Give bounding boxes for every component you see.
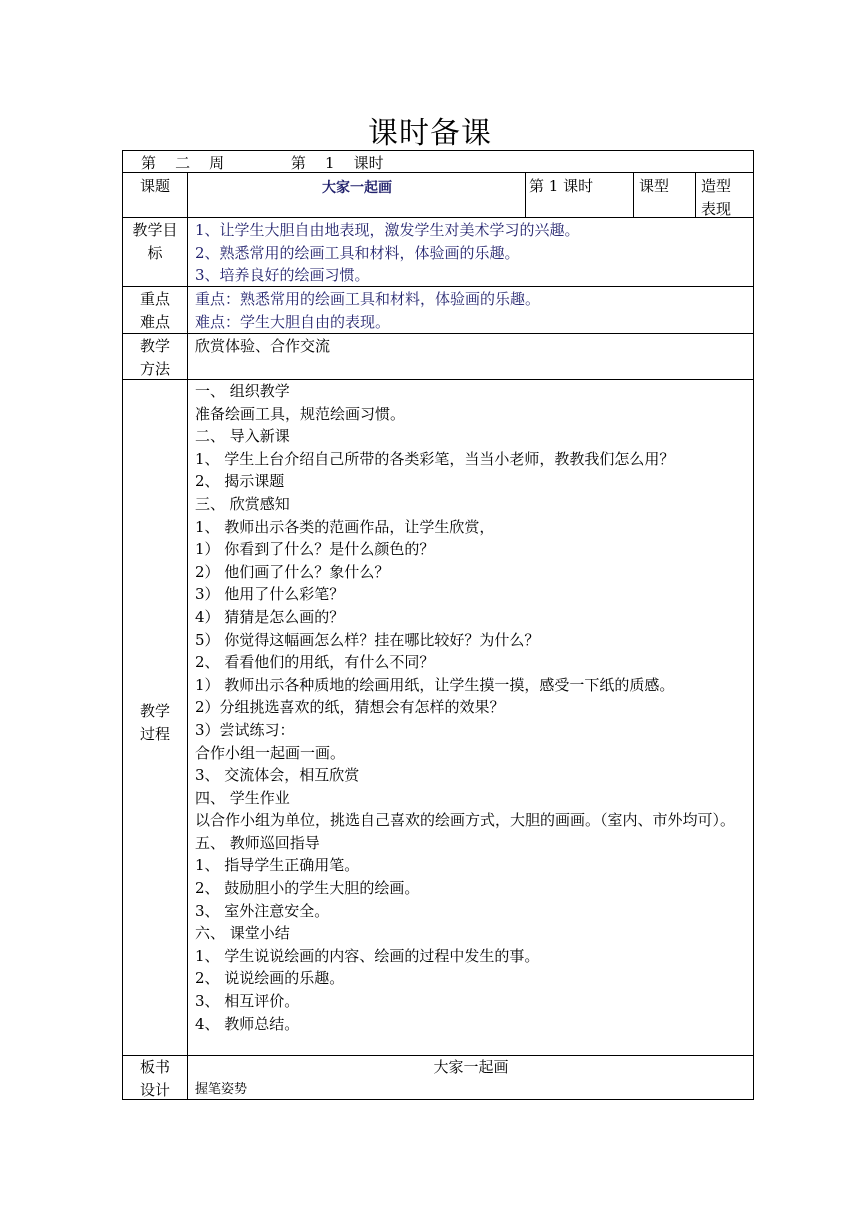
goals-content [195, 219, 745, 287]
process-line: 3、 室外注意安全。 [195, 901, 330, 920]
type-value: 造型表现 [701, 177, 732, 218]
methods-content: 欣赏体验、合作交流 [195, 337, 331, 355]
period-value: 第 1 课时 [529, 177, 594, 195]
process-line: 2） 他们画了什么？象什么？ [195, 562, 390, 581]
process-line: 1、 学生说说绘画的内容、绘画的过程中发生的事。 [195, 946, 540, 965]
process-line: 合作小组一起画一画。 [195, 743, 346, 762]
process-line: 六、 课堂小结 [195, 924, 290, 943]
process-line: 1、 教师出示各类的范画作品，让学生欣赏， [195, 517, 495, 536]
process-line: 二、 导入新课 [195, 427, 290, 446]
process-line: 1、 指导学生正确用笔。 [195, 856, 360, 875]
key-point-line: 重点：熟悉常用的绘画工具和材料，体验画的乐趣。 [195, 290, 541, 308]
process-line: 2、 鼓励胆小的学生大胆的绘画。 [195, 879, 420, 898]
board-note: 握笔姿势 [195, 1082, 248, 1097]
topic-label: 课题 [139, 177, 170, 195]
goals-row [123, 218, 753, 287]
goal-line-2: 2、熟悉常用的绘画工具和材料，体验画的乐趣。 [195, 243, 520, 262]
process-line: 1、 学生上台介绍自己所带的各类彩笔，当当小老师，教教我们怎么用？ [195, 449, 675, 468]
methods-row [123, 334, 753, 380]
process-line: 一、 组织教学 [195, 382, 290, 400]
board-label: 板书设计 [139, 1058, 170, 1099]
week-row [123, 151, 753, 173]
key-points-row [123, 287, 753, 334]
difficulty-line: 难点：学生大胆自由的表现。 [195, 312, 391, 331]
topic-value: 大家一起画 [322, 180, 392, 196]
lesson-plan-table [122, 150, 754, 1100]
process-label: 教学过程 [139, 702, 170, 743]
process-line: 1） 教师出示各种质地的绘画用纸，让学生摸一摸，感受一下纸的质感。 [195, 675, 675, 694]
process-line: 2、 说说绘画的乐趣。 [195, 969, 345, 988]
type-label: 课型 [639, 177, 670, 195]
key-points-content [195, 288, 745, 333]
process-line: 3、 相互评价。 [195, 992, 300, 1011]
process-line: 四、 学生作业 [195, 788, 290, 807]
board-title: 大家一起画 [433, 1058, 509, 1076]
process-line: 5） 你觉得这幅画怎么样？挂在哪比较好？为什么？ [195, 630, 540, 649]
process-line: 2、 揭示课题 [195, 472, 285, 491]
page-title: 课时备课 [368, 116, 492, 151]
process-line: 2、 看看他们的用纸，有什么不同？ [195, 653, 435, 672]
process-line: 3、 交流体会，相互欣赏 [195, 766, 360, 785]
process-line: 3） 他用了什么彩笔？ [195, 585, 345, 604]
process-line: 4） 猜猜是怎么画的？ [195, 607, 345, 626]
topic-row [123, 173, 753, 218]
process-line: 三、 欣赏感知 [195, 494, 290, 513]
goal-line-1: 1、让学生大胆自由地表现，激发学生对美术学习的兴趣。 [195, 221, 580, 239]
goals-label: 教学目标 [132, 221, 178, 262]
process-line: 以合作小组为单位，挑选自己喜欢的绘画方式，大胆的画画。（室内、市外均可）。 [195, 811, 736, 830]
process-line: 2）分组挑选喜欢的纸，猜想会有怎样的效果？ [195, 698, 505, 717]
process-line: 五、 教师巡回指导 [195, 833, 320, 852]
process-row [123, 380, 753, 1056]
process-line: 1） 你看到了什么？是什么颜色的？ [195, 540, 435, 559]
goal-line-3: 3、培养良好的绘画习惯。 [195, 266, 370, 285]
process-line: 准备绘画工具，规范绘画习惯。 [195, 404, 406, 423]
process-content [195, 380, 745, 1035]
board-row [123, 1056, 753, 1099]
week-period-line: 第 二 周 第 1 课时 [141, 154, 384, 172]
methods-label: 教学方法 [139, 337, 170, 378]
process-line: 3）尝试练习： [195, 720, 295, 739]
key-points-label: 重点难点 [139, 290, 170, 331]
process-line: 4、 教师总结。 [195, 1014, 300, 1033]
